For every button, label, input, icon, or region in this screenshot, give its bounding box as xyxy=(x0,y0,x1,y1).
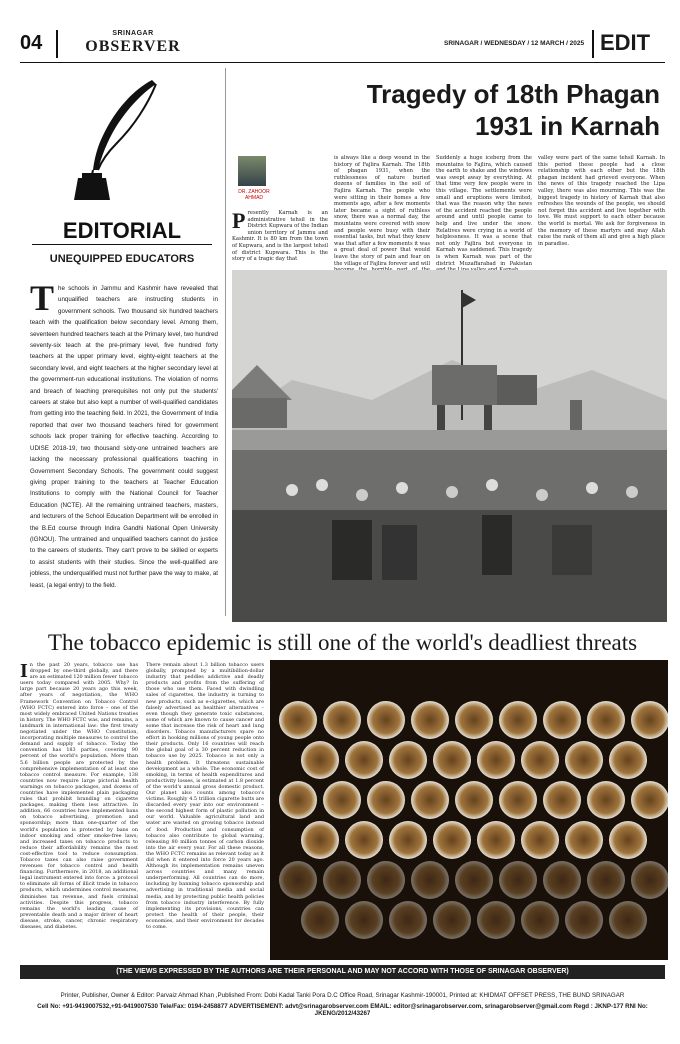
dateline: SRINAGAR / WEDNESDAY / 12 MARCH / 2025 xyxy=(444,40,585,47)
article-column xyxy=(232,210,328,263)
cigarette-end xyxy=(609,901,647,939)
cigarette-end xyxy=(543,861,581,899)
cigarette-end xyxy=(345,741,383,779)
imprint-line: Printer, Publisher, Owner & Editor: Parvaiz Ahmad Khan ,Published From: Dobi Kadal Tanki Pora D.C Office Road, Srinagar Kashmir-190001, Printed at: KHIDMAT OFFSET PRESS, THE BUND SRINAGAR xyxy=(60,992,625,999)
cigarette-end xyxy=(433,741,471,779)
cigarettes-photo xyxy=(270,660,668,960)
author-photo xyxy=(238,156,266,186)
cigarette-end xyxy=(279,781,317,819)
editorial-text: he schools in Jammu and Kashmir have revealed that unqualified teachers are instructing students in government schools. Two thousand six hundred teachers teach with the qualification below secondary level. Among them, seventeen hundred teachers teach at the Primary level, two hundred seventy-six teach at the pre-primary level, five hundred forty teachers at the upper primary level, eighty-eight teachers at the secondary level, and eight teachers at the higher secondary level at the government-run educational institutions. The violation of norms and breach of teaching prerequisites not only put the students' careers at stake but also kept a number of well-qualified candidates from getting into the teaching field. In 2021, the Government of India reported that over two thousand teachers hired for government schools lack proper training for effective teaching. According to UDISE 2018-19, two thousand sixty-one untrained teachers are lacking the necessary professional qualifications teaching in Government Secondary Schools. The government could suggest giving proper training to the teachers at Teacher Education Institutions to comply with the National Council for Teacher Education (NCTE). All the remaining untrained teachers, masters, and lecturers of the School Education Department will be enrolled in the B.Ed course through Indira Gandhi National Open University (IGNOU). The untrained and unqualified teachers cannot do justice to the careers of students. They can't prove to be skilled or experts to assist students with their studies. Since the well-qualified are jobless, the underqualified must not further pave the way to make, at least, (a legal entry) to the field. xyxy=(30,285,218,589)
cigarette-end xyxy=(455,701,493,739)
header-divider xyxy=(56,30,58,58)
article-text: resently Karnah is an administrative tehsil in the District Kupwara of the Indian union territory of Jammu and Kashmir. It is 80 km from the town of Kupwara, and is the largest tehsil of district Kupwara. This is the story of a tragic day that xyxy=(232,210,328,263)
editorial-rule xyxy=(32,244,212,245)
cigarette-end xyxy=(345,901,383,939)
article-column: is always like a deep wound in the history of Fajlira Karnah. The 18th of phagan 1931, when the ruthlessness of nature buried dozens of families in the soil of Fajlira Karnah. The people who were sitting in their homes a few moments ago, after a few moments later became a sight of ruthless snow, there was a normal day, the mountains were covered with snow and people were busy with their essential tasks, but what they knew was that after a few moments it was a great deal of power that would leave the story of pain and fear on the village of Fajlira forever and will xyxy=(334,155,430,267)
masthead-logo: OBSERVER xyxy=(85,38,181,55)
editorial-column xyxy=(20,68,220,616)
cigarette-end xyxy=(301,901,339,939)
headline-line: 1931 in Karnah xyxy=(475,111,660,141)
article-headline xyxy=(240,78,660,142)
cigarette-end xyxy=(389,901,427,939)
editorial-headline: UNEQUIPPED EDUCATORS xyxy=(49,253,195,265)
cigarette-end xyxy=(323,781,361,819)
article-column: Suddenly a huge iceberg from the mountains to Fajlira, which caused the earth to shake and the windows was swept away by everything. At that time very few people were in this village. The settlements were small and eruptions were limited, that was the reason why the news of the accident reached the people around and until people came to help and live under the snow. Relatives were crying in a world of helplessness. It was a scene that not only Fajlira but everyone in Karnah was saddened. This tragedy is when Karnah was part of the district Muzaffarabad in Pakistan xyxy=(436,155,532,267)
cigarette-end xyxy=(477,821,515,859)
cigarette-end xyxy=(411,861,449,899)
cigarette-end xyxy=(609,741,647,779)
cigarette-end xyxy=(433,901,471,939)
cigarette-end xyxy=(543,701,581,739)
cigarette-end xyxy=(455,861,493,899)
page-header xyxy=(20,28,665,60)
cigarette-end xyxy=(367,781,405,819)
editorial-body xyxy=(30,278,218,591)
header-divider xyxy=(592,30,594,58)
disclaimer-bar: (THE VIEWS EXPRESSED BY THE AUTHORS ARE THEIR PERSONAL AND MAY NOT ACCORD WITH THOSE OF SRINAGAR OBSERVER) xyxy=(20,965,665,979)
article-text: n the past 20 years, tobacco use has dropped by one-third globally, and there are an estimated 120 million fewer tobacco users today compared with 2005. Why? In large part because 20 years ago this week, after years of negotiation, the WHO Framework Convention on Tobacco Control (WHO FCTC) entered into force – one of the most widely embraced United Nations treaties in history. The WHO FCTC was, and remains, a landmark in international law: the first treaty negotiated under the WHO Constitution, incorporating multiple measures to control the demand and supply of tobacco. Today the convention has 183 parties, covering 90 percent of the world's population. More than 5.6 billion people are protected by the comprehensive implementation of at least one tobacco control measure. For example, 138 countries now require large pictorial health warnings on tobacco packages, and dozens of countries have implemented plain packaging rules that prohibit branding on cigarette packages, making them less attractive. In addition, 66 countries have implemented bans on tobacco advertising, promotion and sponsorship; more than one-quarter of the world's population is protected by bans on indoor smoking and other smoke-free laws; and increased taxes on tobacco products to reduce their affordability remains the most cost-effective tool to reduce consumption. Tobacco taxes can also raise government revenues for tobacco control and health financing. Furthermore, in 2018, an additional legal instrument entered into force: a protocol to eliminate all forms of illicit trade in tobacco products, which undermines control measures, diminishes tax revenue, and fuels criminal activities. Despite this progress, tobacco remains the world's leading cause of preventable death and a major driver of heart disease, stroke, cancer, chronic respiratory diseases, and diabetes. xyxy=(20,662,138,931)
section-title: EDIT xyxy=(600,30,651,55)
article-column: There remain about 1.3 billion tobacco users globally, prompted by a multibillion-dollar industry that peddles addictive and deadly products and profits from the suffering of those who use them. Faced with dwindling sales of cigarettes, the industry is turning to new products, such as e-cigarettes, which are falsely advertised as healthier alternatives – even though they generate toxic substances, some of which are known to cause cancer and some that increase the risk of heart and lung disorders. Tobacco manufacturers spare no effort in hooking millions of young people onto their products. Only 16 countries will reach the global goal of a 30 percent reduction in tobacco use by 2025. Tobacco is not only a health problem. It threatens sustainable development as a whole. The economic cost of smoking, in terms of health expenditures and productivity losses, is estimated at 1.8 percent of the world's annual gross domestic product. Our planet also counts among tobacco's victims. Roughly 4.5 trillion cigarette butts are discarded every year into our environment – the second highest form of plastic pollution in our world. Valuable agricultural land and water are wasted on growing tobacco instead of food. Production and consumption of tobacco also contribute to global warming, releasing 80 million tonnes of carbon dioxide into the air every year. For all these reasons, the WHO FCTC remains as relevant today as it did when it entered into force 20 years ago. Although its implementation remains uneven across countries and many remain underperforming. All countries can do more, including by banning tobacco sponsorship and advertising in traditional media and social media, and by protecting public health policies from tobacco industry interference. By fully implementing its provisions, countries can protect the health of their people, their economies, and their environment for decades to come. xyxy=(146,662,264,931)
cigarette-end xyxy=(323,701,361,739)
cigarette-end xyxy=(521,821,559,859)
cigarette-end xyxy=(433,821,471,859)
cigarette-end xyxy=(565,741,603,779)
cigarette-end xyxy=(411,701,449,739)
cigarette-end xyxy=(323,861,361,899)
cigarette-end xyxy=(367,861,405,899)
cigarette-end xyxy=(609,821,647,859)
author-byline: DR. ZAHOOR AHMAD xyxy=(238,189,270,201)
header-rule xyxy=(20,62,665,63)
cigarette-end xyxy=(279,701,317,739)
column-divider xyxy=(225,68,226,616)
cigarette-end xyxy=(499,701,537,739)
cigarette-end xyxy=(631,781,668,819)
cigarette-end xyxy=(521,901,559,939)
cigarette-end xyxy=(301,741,339,779)
cigarette-end xyxy=(587,861,625,899)
drop-cap: I xyxy=(20,660,28,682)
article-column: valley were part of the same tehsil Karnah. In this period these people had a close relationship with each other but the 18th phagan incident had grieved everyone. When the news of this tragedy reached the Lipa valley, there was also mourning. This was the biggest tragedy in history of Karnah that also refreshes the wounds of the people, we should not forget this accident and live together with love. We must support to each other because the world is mortal. We ask for forgiveness in the memory of these martyrs and may Allah raise the rank of them all and give a high place in paradise. xyxy=(538,155,665,247)
page-number: 04 xyxy=(20,32,43,54)
cigarette-end xyxy=(279,861,317,899)
article-headline: The tobacco epidemic is still one of the world's deadliest threats xyxy=(47,630,638,655)
cigarette-end xyxy=(631,701,668,739)
cigarette-end xyxy=(565,901,603,939)
cigarette-end xyxy=(521,741,559,779)
headline-line: Tragedy of 18th Phagan xyxy=(366,79,660,109)
quill-ink-icon xyxy=(60,74,170,204)
cigarette-end xyxy=(345,821,383,859)
cigarette-end xyxy=(499,861,537,899)
contact-line: Cell No: +91-9419007532,+91-9419007530 Tele/Fax: 0194-2458877 ADVERTISEMENT: advt@srinagarobserver.com EMAIL: editor@srinagarobserver.com, srinagarobserver@gmail.com Regd : JKNP-177 RNI No: JKENG/2012/43267 xyxy=(37,1003,648,1017)
cigarette-end xyxy=(543,781,581,819)
historic-crowd-photo xyxy=(232,270,667,622)
cigarette-end xyxy=(367,701,405,739)
cigarette-end xyxy=(455,781,493,819)
cigarette-end xyxy=(631,861,668,899)
drop-cap: P xyxy=(232,208,246,233)
cigarette-end xyxy=(389,821,427,859)
masthead-small: SRINAGAR xyxy=(112,30,154,37)
article-column xyxy=(20,662,138,930)
cigarette-end xyxy=(477,741,515,779)
cigarette-end xyxy=(587,781,625,819)
cigarette-end xyxy=(301,821,339,859)
cigarette-end xyxy=(389,741,427,779)
drop-cap: T xyxy=(30,278,55,318)
cigarette-end xyxy=(587,701,625,739)
cigarette-end xyxy=(499,781,537,819)
cigarette-end xyxy=(411,781,449,819)
cigarette-end xyxy=(477,901,515,939)
editorial-label: EDITORIAL xyxy=(62,218,182,243)
cigarette-end xyxy=(565,821,603,859)
